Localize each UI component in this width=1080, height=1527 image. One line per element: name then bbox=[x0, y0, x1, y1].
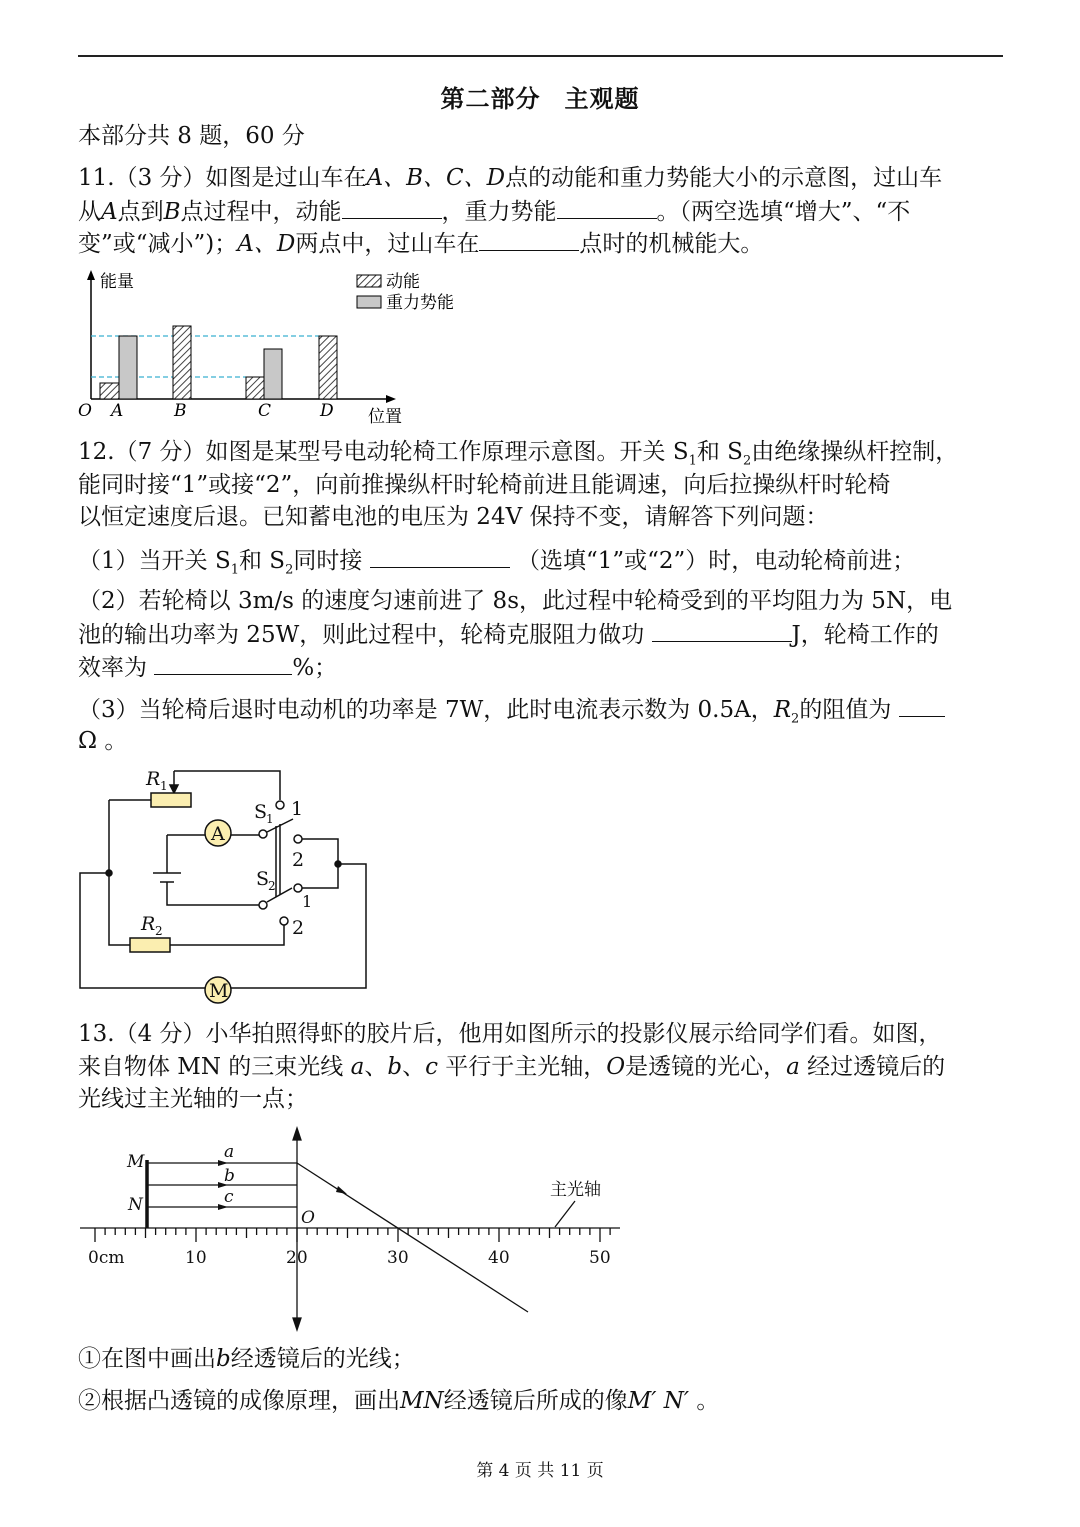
q12-line3: 以恒定速度后退。已知蓄电池的电压为 24V 保持不变，请解答下列问题： bbox=[78, 504, 829, 530]
q12-line2: 能同时接“1”或接“2”，向前推操纵杆时轮椅前进且能调速，向后拉操纵杆时轮椅 bbox=[78, 472, 891, 498]
page-footer: 第 4 页 共 11 页 bbox=[476, 1461, 604, 1481]
tick-label-20: 20 bbox=[286, 1248, 308, 1268]
q13-task1: ①在图中画出b经透镜后的光线； bbox=[78, 1346, 415, 1372]
svg-text:1: 1 bbox=[160, 779, 168, 793]
q13-task2: ②根据凸透镜的成像原理，画出MN经透镜后所成的像M′ N′ 。 bbox=[78, 1388, 720, 1414]
legend-kinetic: 动能 bbox=[386, 272, 420, 292]
q12-part3: （3）当轮椅后退时电动机的功率是 7W，此时电流表示数为 0.5A，$R_2$的阻值为 bbox=[78, 694, 945, 735]
terminal-2b-label: 2 bbox=[292, 917, 305, 939]
q11-line1: 11.（3 分）如图是过山车在A、B、C、D点的动能和重力势能大小的示意图，过山车 bbox=[78, 165, 943, 191]
origin-label: O bbox=[78, 401, 92, 421]
q12-part2-line3: 效率为 %； bbox=[78, 652, 337, 683]
q13-line2: 来自物体 MN 的三束光线 a、b、c 平行于主光轴，O是透镜的光心，a 经过透镜后的 bbox=[78, 1054, 946, 1080]
q11-line3: 变”或“减小”)；A、D两点中，过山车在 点时的机械能大。 bbox=[78, 228, 763, 259]
tick-D: D bbox=[320, 401, 334, 421]
s2-label: S bbox=[256, 868, 270, 890]
terminal-1-label: 1 bbox=[291, 798, 304, 820]
r1-label: R bbox=[146, 768, 161, 790]
title-type: 主观题 bbox=[564, 84, 640, 113]
y-axis-label: 能量 bbox=[100, 272, 134, 292]
terminal-1b-label: 1 bbox=[302, 892, 313, 911]
svg-text:1: 1 bbox=[266, 812, 274, 826]
tick-label-50: 50 bbox=[589, 1248, 611, 1268]
section-intro: 本部分共 8 题，60 分 bbox=[78, 123, 305, 149]
label-a: a bbox=[224, 1142, 235, 1162]
r2-label: R bbox=[141, 913, 156, 935]
svg-text:2: 2 bbox=[155, 924, 163, 938]
tick-label-40: 40 bbox=[488, 1248, 510, 1268]
ammeter-label: A bbox=[211, 823, 225, 845]
x-axis-label: 位置 bbox=[368, 407, 402, 427]
label-O: O bbox=[301, 1208, 315, 1228]
label-b: b bbox=[224, 1166, 235, 1186]
q12-part1: （1）当开关 $S_1$和 $S_2$同时接 （选填“1”或“2”）时，电动轮椅前进； bbox=[78, 545, 915, 586]
s1-label: S bbox=[254, 801, 268, 823]
svg-text:2: 2 bbox=[268, 879, 276, 893]
tick-C: C bbox=[258, 401, 272, 421]
q12-part2-line1: （2）若轮椅以 3m/s 的速度匀速前进了 8s，此过程中轮椅受到的平均阻力为 5N，电 bbox=[78, 588, 953, 614]
tick-label-0: 0cm bbox=[88, 1248, 125, 1268]
tick-label-30: 30 bbox=[387, 1248, 409, 1268]
label-N: N bbox=[128, 1195, 143, 1215]
motor-label: M bbox=[209, 980, 229, 1002]
tick-A: A bbox=[111, 401, 124, 421]
q13-line3: 光线过主光轴的一点； bbox=[78, 1086, 308, 1112]
q12-part3-line2: Ω 。 bbox=[78, 728, 128, 754]
label-c: c bbox=[224, 1187, 234, 1207]
terminal-2-label: 2 bbox=[292, 849, 305, 871]
q12-part2-line2: 池的输出功率为 25W，则此过程中，轮椅克服阻力做功 J，轮椅工作的 bbox=[78, 619, 939, 650]
q11-line2: 从A点到B点过程中，动能 ，重力势能 。（两空选填“增大”、“不 bbox=[78, 196, 910, 227]
label-main-axis: 主光轴 bbox=[550, 1180, 601, 1200]
tick-B: B bbox=[174, 401, 187, 421]
label-M: M bbox=[127, 1152, 145, 1172]
legend-potential: 重力势能 bbox=[386, 293, 454, 313]
q13-line1: 13.（4 分）小华拍照得虾的胶片后，他用如图所示的投影仪展示给同学们看。如图， bbox=[78, 1021, 942, 1047]
tick-label-10: 10 bbox=[185, 1248, 207, 1268]
title-part: 第二部分 bbox=[440, 84, 541, 113]
q12-line1: 12.（7 分）如图是某型号电动轮椅工作原理示意图。开关 $S_1$和 $S_2$由绝缘操纵杆控制， bbox=[78, 439, 959, 469]
